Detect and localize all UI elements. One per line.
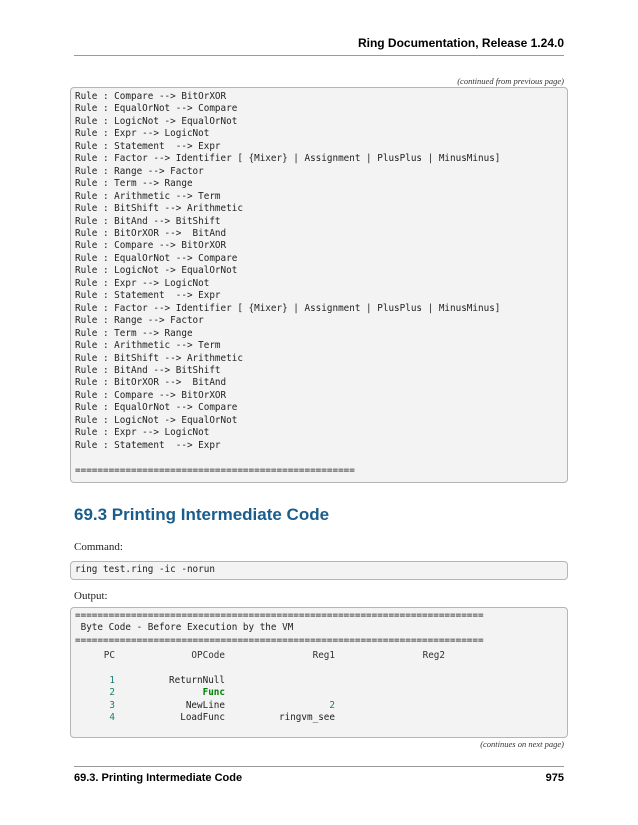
output-label: Output: — [74, 590, 108, 602]
row-pc: 4 — [109, 712, 115, 724]
col-pc-header: PC — [103, 650, 115, 661]
bytecode-spacer-row — [75, 662, 495, 674]
row-pc: 2 — [109, 687, 115, 699]
header-rule — [74, 55, 564, 56]
row-pc: 1 — [109, 674, 115, 686]
section-heading: 69.3 Printing Intermediate Code — [74, 505, 330, 524]
row-opcode: ReturnNull — [169, 674, 225, 686]
col-reg1-header: Reg1 — [312, 650, 335, 661]
continued-from-note: (continued from previous page) — [457, 76, 564, 86]
output-heading: Byte Code - Before Execution by the VM — [75, 622, 294, 634]
output-separator-top: ========================================================================= — [75, 610, 484, 621]
command-code-block — [70, 561, 568, 580]
output-code-block — [70, 607, 568, 738]
row-reg1: ringvm_see — [279, 712, 335, 724]
row-opcode: Func — [202, 687, 225, 699]
continues-note: (continues on next page) — [480, 739, 564, 749]
footer-section: 69.3. Printing Intermediate Code — [74, 772, 243, 784]
command-text: ring test.ring -ic -norun — [75, 564, 215, 575]
row-opcode: LoadFunc — [180, 712, 225, 724]
running-header-title: Ring Documentation, Release 1.24.0 — [357, 36, 564, 50]
row-opcode: NewLine — [185, 699, 225, 711]
bytecode-row — [75, 675, 495, 687]
bytecode-header-row — [75, 650, 495, 662]
row-reg1: 2 — [329, 699, 335, 711]
bytecode-row — [75, 712, 495, 724]
col-reg2-header: Reg2 — [422, 650, 445, 661]
col-opcode-header: OPCode — [191, 650, 225, 661]
output-separator-bottom: ========================================================================= — [75, 634, 484, 646]
footer-rule — [74, 766, 564, 767]
bytecode-row — [75, 687, 495, 699]
bytecode-row — [75, 700, 495, 712]
row-pc: 3 — [109, 699, 115, 711]
page-number: 975 — [545, 772, 564, 784]
grammar-code-text: Rule : Compare --> BitOrXOR Rule : EqualOrNot --> Compare Rule : LogicNot -> EqualOrNot Rule : Expr --> LogicNot Rule : Statement --> Expr Rule : Factor --> Identifier [ {Mixer} | Assignment | PlusPlus | MinusMinus] Rule : Range --> Factor Rule : Term --> Range Rule : Arithmetic --> Term Rule : BitShift --> Arithmetic Rule : BitAnd --> BitShift Rule : BitOrXOR --> BitAnd Rule : Compare --> BitOrXOR Rule : EqualOrNot --> Compare Rule : LogicNot -> EqualOrNot Rule : Expr --> LogicNot Rule : Statement --> Expr Rule : Factor --> Identifier [ {Mixer} | Assignment | PlusPlus | MinusMinus] Rule : Range --> Factor Rule : Term --> Range Rule : Arithmetic --> Term Rule : BitShift --> Arithmetic Rule : BitAnd --> BitShift Rule : BitOrXOR --> BitAnd Rule : Compare --> BitOrXOR Rule : EqualOrNot --> Compare Rule : LogicNot -> EqualOrNot Rule : Expr --> LogicNot Rule : Statement --> Expr ================================================== — [75, 91, 501, 476]
bytecode-table — [75, 650, 495, 725]
command-label: Command: — [74, 541, 123, 553]
grammar-code-block — [70, 87, 568, 483]
